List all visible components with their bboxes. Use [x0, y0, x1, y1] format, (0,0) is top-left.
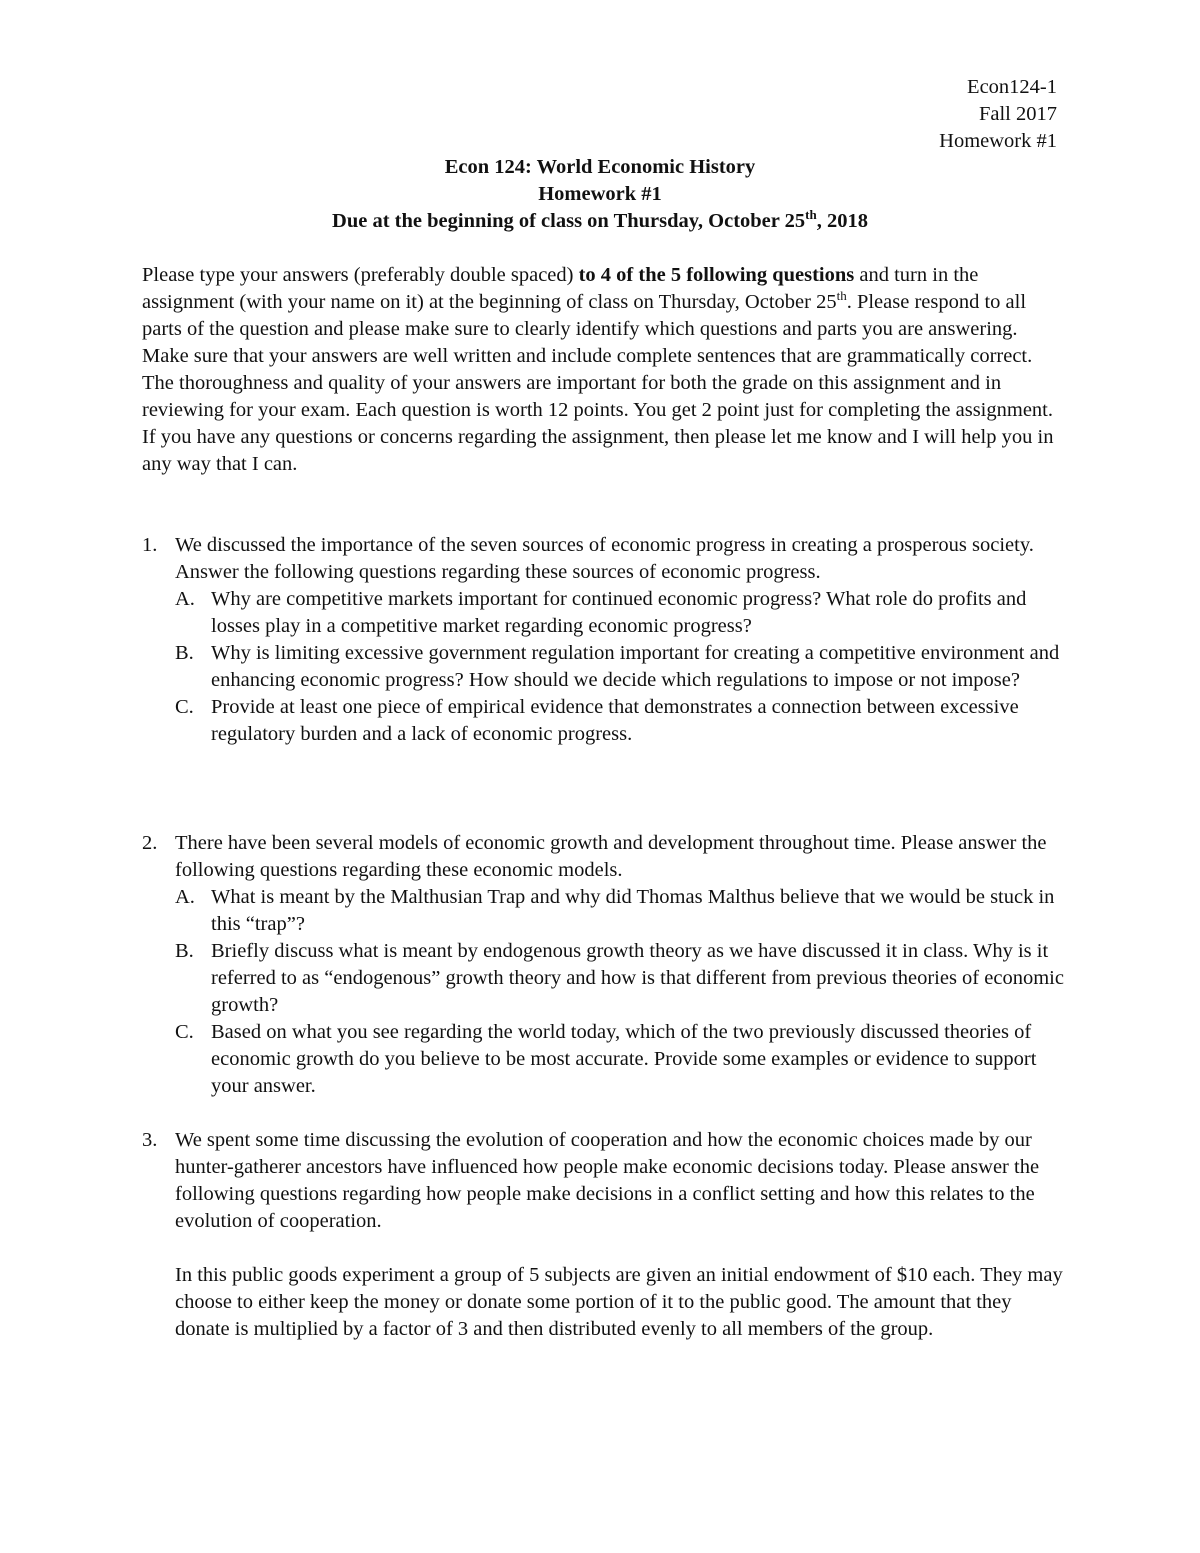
question-3-stem: [142, 1127, 1067, 1235]
question-3-scenario: In this public goods experiment a group of 5 subjects are given an initial endowment of $10 each. They may choose to either keep the money or donate some portion of it to the public good. The amount that they donate is multiplied by a factor of 3 and then distributed evenly to all members of the group.: [175, 1264, 1063, 1340]
due-date: [0, 208, 1200, 235]
question-1-part-a: [142, 586, 1067, 640]
part-letter: A.: [175, 886, 195, 908]
question-text: We spent some time discussing the evolution of cooperation and how the economic choices made by our hunter-gatherer ancestors have influenced how people make economic decisions today. Please answer the following questions regarding how people make decisions in a conflict setting and how this relates to the evolution of cooperation.: [175, 1129, 1040, 1232]
due-date-text: Due at the beginning of class on Thursday, October 25: [332, 210, 806, 232]
question-number: 1.: [142, 534, 158, 556]
question-text: We discussed the importance of the seven sources of economic progress in creating a prosperous society. Answer the following questions regarding these sources of economic progress.: [175, 534, 1034, 583]
instructions-paragraph: [142, 262, 1067, 478]
question-2-stem: [142, 830, 1067, 884]
question-number: 2.: [142, 832, 158, 854]
course-code: Econ124-1: [967, 76, 1057, 98]
due-date-sup: th: [805, 207, 817, 223]
instructions-text-2: and turn in the assignment (with your name on it) at the beginning of class on Thursday, October 25: [142, 264, 979, 313]
question-3: [142, 1127, 1067, 1343]
question-1-stem: [142, 532, 1067, 586]
question-2-part-a: [142, 884, 1067, 938]
part-letter: A.: [175, 588, 195, 610]
course-title: Econ 124: World Economic History: [444, 156, 756, 178]
question-2: [142, 830, 1067, 1100]
question-1-part-c: [142, 694, 1067, 748]
part-text: Briefly discuss what is meant by endogenous growth theory as we have discussed it in class. Why is it referred to as “endogenous” growth theory and how is that different from previous theories of economic growth?: [211, 940, 1064, 1016]
question-2-part-c: [142, 1019, 1067, 1100]
title-block: [0, 154, 1200, 235]
instructions-text-3: . Please respond to all parts of the question and please make sure to clearly identify which questions and parts you are answering. Make sure that your answers are well written and include complete sentences that are grammatically correct. The thoroughness and quality of your answers are important for both the grade on this assignment and in reviewing for your exam. Each question is worth 12 points. You get 2 point just for completing the assignment. If you have any questions or concerns regarding the assignment, then please let me know and I will help you in any way that I can.: [142, 291, 1054, 475]
part-text: Provide at least one piece of empirical evidence that demonstrates a connection between excessive regulatory burden and a lack of economic progress.: [211, 696, 1019, 745]
question-1: [142, 532, 1067, 748]
due-date-year: , 2018: [816, 210, 868, 232]
part-text: What is meant by the Malthusian Trap and why did Thomas Malthus believe that we would be stuck in this “trap”?: [211, 886, 1055, 935]
instructions-emphasis: to 4 of the 5 following questions: [578, 264, 855, 286]
instructions-sup: th: [836, 288, 847, 304]
part-letter: B.: [175, 940, 194, 962]
term: Fall 2017: [978, 103, 1057, 125]
assignment-label: Homework #1: [939, 130, 1057, 152]
part-letter: C.: [175, 1021, 194, 1043]
part-text: Based on what you see regarding the world today, which of the two previously discussed theories of economic growth do you believe to be most accurate. Provide some examples or evidence to support your answer.: [211, 1021, 1037, 1097]
document-header: [939, 74, 1057, 155]
homework-title: Homework #1: [538, 183, 662, 205]
question-2-part-b: [142, 938, 1067, 1019]
part-letter: C.: [175, 696, 194, 718]
question-text: There have been several models of economic growth and development throughout time. Please answer the following questions regarding these economic models.: [175, 832, 1047, 881]
instructions-text-1: Please type your answers (preferably double spaced): [142, 264, 579, 286]
part-text: Why is limiting excessive government regulation important for creating a competitive environment and enhancing economic progress? How should we decide which regulations to impose or not impose?: [211, 642, 1060, 691]
part-letter: B.: [175, 642, 194, 664]
question-number: 3.: [142, 1129, 158, 1151]
question-1-part-b: [142, 640, 1067, 694]
part-text: Why are competitive markets important for continued economic progress? What role do profits and losses play in a competitive market regarding economic progress?: [211, 588, 1027, 637]
